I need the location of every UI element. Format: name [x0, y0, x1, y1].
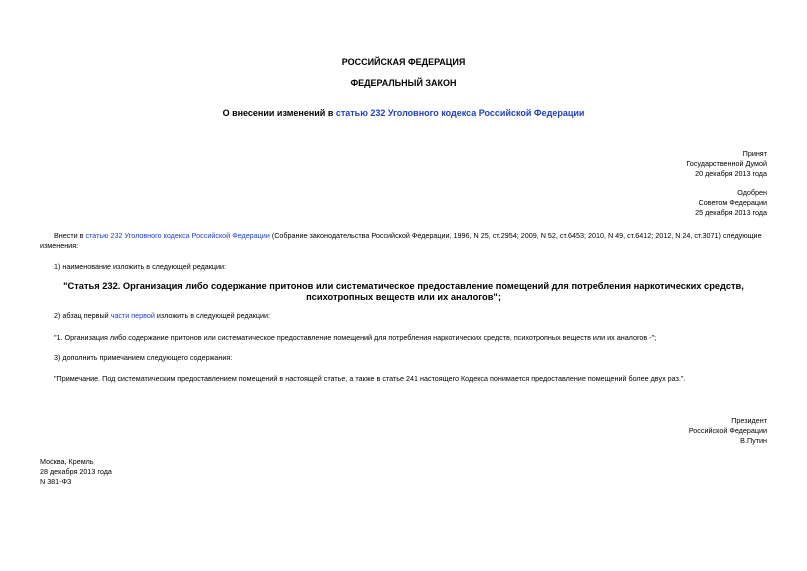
- note-paragraph: "Примечание. Под систематическим предоставлением помещений в настоящей статье, а также в статье 241 настоящего Кодекса понимается предоставление помещений более двух раз.".: [54, 374, 686, 383]
- intro-prefix: Внести в: [54, 231, 86, 240]
- intro-paragraph: [40, 231, 767, 250]
- item1-paragraph: 1) наименование изложить в следующей редакции:: [54, 262, 227, 271]
- signature-line3: В.Путин: [740, 436, 767, 445]
- adopted-line2: Государственной Думой: [686, 159, 767, 168]
- intro-suffix: (Собрание законодательства Российской Федерации, 1996, N 25, ст.2954; 2009, N 52, ст.6453; 2010, N 49, ст.6412; 2012, N 24, ст.3071) следующие изменения:: [40, 231, 762, 250]
- footer-block: [40, 457, 112, 487]
- item2-part-link[interactable]: части первой: [110, 311, 155, 320]
- approved-line1: Одобрен: [737, 188, 767, 197]
- footer-date: 28 декабря 2013 года: [40, 467, 112, 476]
- item2-text: "1. Организация либо содержание притонов или систематическое предоставление помещений для потребления наркотических средств, психотропных веществ или их аналогов -";: [54, 333, 657, 342]
- adopted-line3: 20 декабря 2013 года: [695, 169, 767, 178]
- item2-paragraph: [40, 311, 767, 321]
- law-title-link[interactable]: статью 232 Уголовного кодекса Российской Федерации: [335, 108, 585, 118]
- signature-line2: Российской Федерации: [688, 426, 767, 435]
- approved-block: [695, 188, 767, 218]
- law-title-prefix: О внесении изменений в: [222, 108, 336, 118]
- law-type-heading: ФЕДЕРАЛЬНЫЙ ЗАКОН: [350, 78, 457, 88]
- item2-suffix: изложить в следующей редакции:: [154, 311, 270, 320]
- country-heading: РОССИЙСКАЯ ФЕДЕРАЦИЯ: [341, 57, 466, 67]
- footer-number: N 381-ФЗ: [40, 477, 72, 486]
- intro-article-link[interactable]: статью 232 Уголовного кодекса Российской Федерации: [85, 231, 270, 240]
- adopted-line1: Принят: [742, 149, 767, 158]
- article-title: "Статья 232. Организация либо содержание притонов или систематическое предоставление помещений для потребления наркотических средств, психотропных веществ или их аналогов";: [63, 281, 744, 302]
- footer-place: Москва, Кремль: [40, 457, 94, 466]
- approved-line2: Советом Федерации: [698, 198, 767, 207]
- signature-line1: Президент: [731, 416, 767, 425]
- signature-block: [689, 416, 767, 446]
- item2-prefix: 2) абзац первый: [54, 311, 111, 320]
- law-title: [0, 108, 807, 118]
- adopted-block: [686, 149, 767, 179]
- item3-paragraph: 3) дополнить примечанием следующего содержания:: [54, 353, 233, 362]
- approved-line3: 25 декабря 2013 года: [695, 208, 767, 217]
